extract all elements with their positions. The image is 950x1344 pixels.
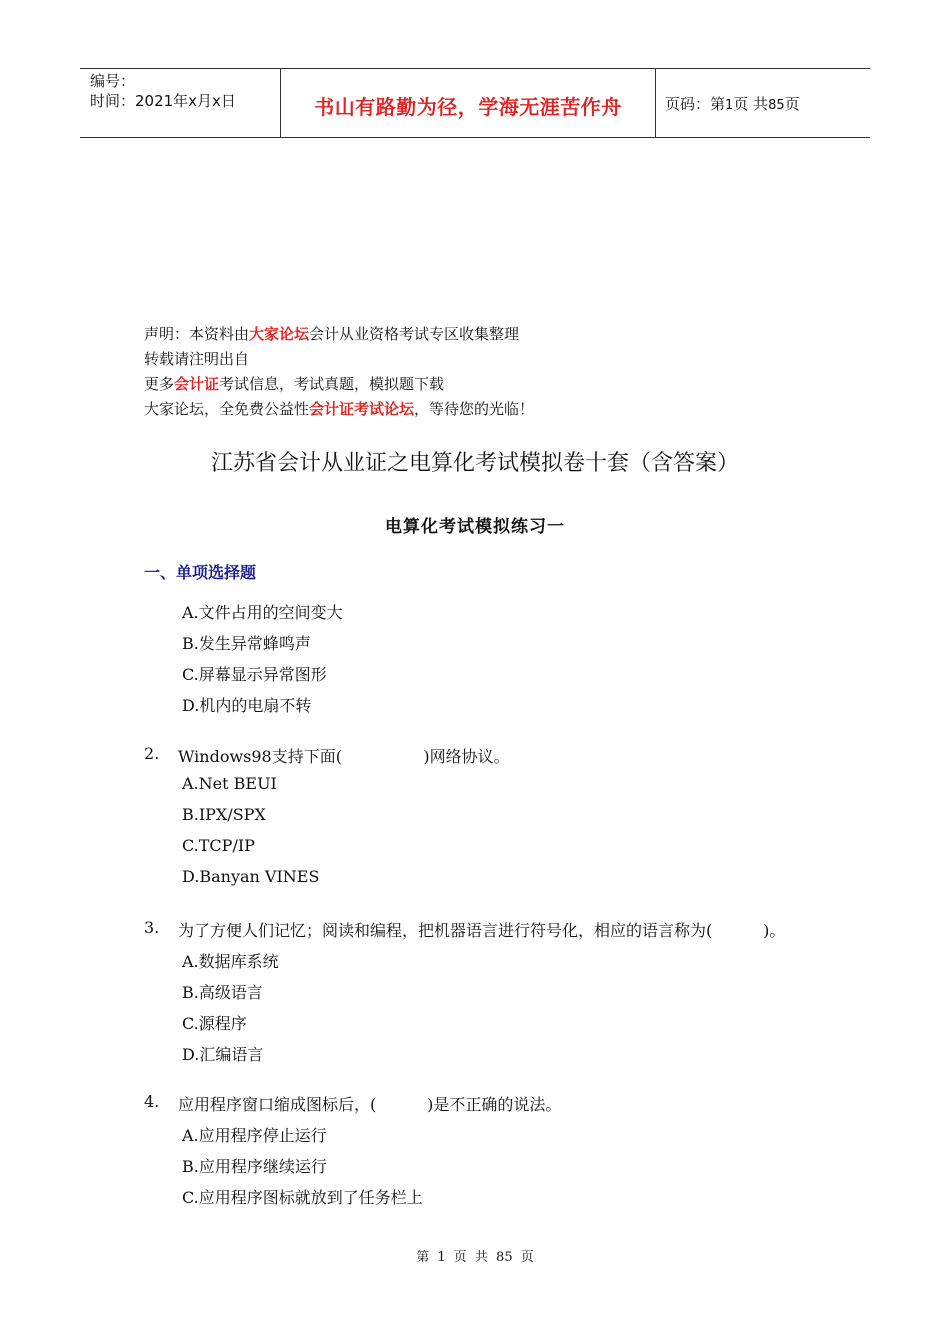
header-motto: 书山有路勤为径，学海无涯苦作舟 [314,95,622,119]
section-heading: 一、单项选择题 [144,563,257,582]
q3-option-b: B.高级语言 [182,983,263,1002]
header-motto-cell [280,69,656,137]
q4-option-c: C.应用程序图标就放到了任务栏上 [182,1188,423,1207]
q2-option-b: B.IPX/SPX [182,805,266,824]
page-suffix: 页 [784,95,800,113]
declaration-line-2: 转载请注明出自 [144,350,250,368]
q1-option-a: A.文件占用的空间变大 [182,603,343,622]
exercise-subtitle: 电算化考试模拟练习一 [385,517,565,537]
declaration-line-4 [144,399,534,419]
decl-text: 大家论坛，全免费公益性 [144,400,310,418]
q3-option-d: D.汇编语言 [182,1045,264,1064]
document-number-label: 编号： [90,72,136,90]
page-prefix: 页码：第 [665,95,726,113]
q2-text: Windows98支持下面( )网络协议。 [178,747,510,766]
q3-option-c: C.源程序 [182,1014,247,1033]
header-page-info [665,93,800,114]
q4-text: 应用程序窗口缩成图标后，( )是不正确的说法。 [178,1095,562,1114]
q1-option-c: C.屏幕显示异常图形 [182,665,327,684]
page-number: 1 [725,98,734,113]
declaration-line-1 [144,324,519,344]
page-footer: 第 1 页 共 85 页 [416,1250,534,1265]
page-total: 85 [768,98,785,113]
q4-option-a: A.应用程序停止运行 [182,1126,327,1145]
q3-option-a: A.数据库系统 [182,952,279,971]
decl-text: 声明：本资料由 [144,325,250,343]
q3-text: 为了方便人们记忆；阅读和编程，把机器语言进行符号化，相应的语言称为( )。 [178,921,786,940]
q4-number: 4. [144,1092,160,1111]
accounting-cert-link[interactable]: 会计证 [174,375,220,393]
q1-option-b: B.发生异常蜂鸣声 [182,634,311,653]
q2-option-d: D.Banyan VINES [182,867,320,886]
header-left-cell [80,69,280,137]
q2-option-c: C.TCP/IP [182,836,255,855]
page-header [80,68,870,138]
q2-number: 2. [144,744,160,763]
header-page-cell [655,69,870,137]
q4-option-b: B.应用程序继续运行 [182,1157,327,1176]
q1-option-d: D.机内的电扇不转 [182,696,312,715]
declaration-line-3 [144,374,444,394]
decl-text: 考试信息，考试真题，模拟题下载 [219,375,445,393]
decl-text: ，等待您的光临！ [414,400,535,418]
decl-text: 更多 [144,375,175,393]
forum-link[interactable]: 大家论坛 [249,325,310,343]
document-title: 江苏省会计从业证之电算化考试模拟卷十套（含答案） [210,451,739,476]
exam-forum-link[interactable]: 会计证考试论坛 [309,400,415,418]
document-time-label: 时间：2021年x月x日 [90,92,236,110]
q3-number: 3. [144,918,160,937]
decl-text: 会计从业资格考试专区收集整理 [309,325,520,343]
q2-option-a: A.Net BEUI [182,774,277,793]
page-mid: 页 共 [733,95,769,113]
